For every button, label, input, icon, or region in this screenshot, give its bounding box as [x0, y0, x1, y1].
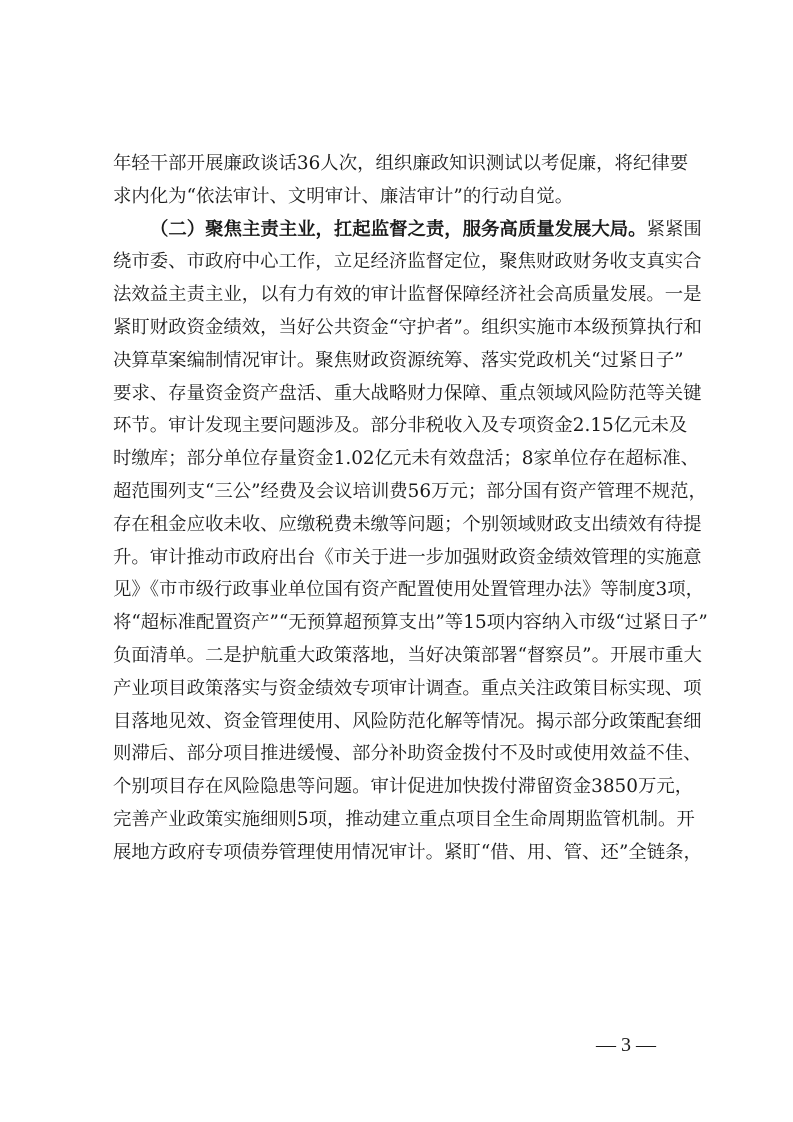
- text-line: 环节。审计发现主要问题涉及。部分非税收入及专项资金2.15亿元未及: [113, 415, 688, 437]
- text-line: 产业项目政策落实与资金绩效专项审计调查。重点关注政策目标实现、项: [113, 677, 702, 699]
- text-line: 年轻干部开展廉政谈话36人次，组织廉政知识测试以考促廉，将纪律要: [113, 153, 689, 174]
- text-line: 展地方政府专项债券管理使用情况审计。紧盯“借、用、管、还”全链条，: [113, 841, 702, 863]
- page-number: — 3 —: [596, 1034, 656, 1056]
- text-line: 目落地见效、资金管理使用、风险防范化解等情况。揭示部分政策配套细: [113, 710, 702, 732]
- text-line: 超范围列支“三公”经费及会议培训费56万元；部分国有资产管理不规范，: [113, 480, 707, 502]
- body-text: [113, 148, 708, 870]
- text-line: 升。审计推动市政府出台《市关于进一步加强财政资金绩效管理的实施意: [113, 546, 702, 568]
- text-line: 完善产业政策实施细则5项，推动建立重点项目全生命周期监管机制。开: [113, 808, 695, 830]
- text-line: 时缴库；部分单位存量资金1.02亿元未有效盘活；8家单位存在超标准、: [113, 448, 699, 470]
- text-line: 个别项目存在风险隐患等问题。审计促进加快拨付滞留资金3850万元，: [113, 776, 694, 798]
- text-line: 存在租金应收未收、应缴税费未缴等问题；个别领域财政支出绩效有待提: [113, 513, 702, 535]
- text-line: 将“超标准配置资产”“无预算超预算支出”等15项内容纳入市级“过紧日子”: [113, 612, 708, 634]
- text-line: 法效益主责主业，以有力有效的审计监督保障经济社会高质量发展。一是: [113, 284, 702, 306]
- text-line: 负面清单。二是护航重大政策落地，当好决策部署“督察员”。开展市重大: [113, 644, 702, 666]
- text-line: 求内化为“依法审计、文明审计、廉洁审计”的行动自觉。: [113, 185, 574, 207]
- section-two-tail: 紧紧围: [646, 218, 702, 240]
- text-line: 决算草案编制情况审计。聚焦财政资源统筹、落实党政机关“过紧日子”: [113, 349, 684, 371]
- text-line: 则滞后、部分项目推进缓慢、部分补助资金拨付不及时或使用效益不佳、: [113, 743, 702, 765]
- text-line: 见》《市市级行政事业单位国有资产配置使用处置管理办法》等制度3项，: [113, 579, 705, 601]
- section-two-first-line: [113, 214, 702, 247]
- text-line: 绕市委、市政府中心工作，立足经济监督定位，聚焦财政财务收支真实合: [113, 251, 702, 273]
- text-line: 要求、存量资金资产盘活、重大战略财力保障、重点领域风险防范等关键: [113, 382, 702, 404]
- text-line: 紧盯财政资金绩效，当好公共资金“守护者”。组织实施市本级预算执行和: [113, 316, 702, 338]
- section-two-heading: （二）聚焦主责主业，扛起监督之责，服务高质量发展大局。: [150, 218, 647, 240]
